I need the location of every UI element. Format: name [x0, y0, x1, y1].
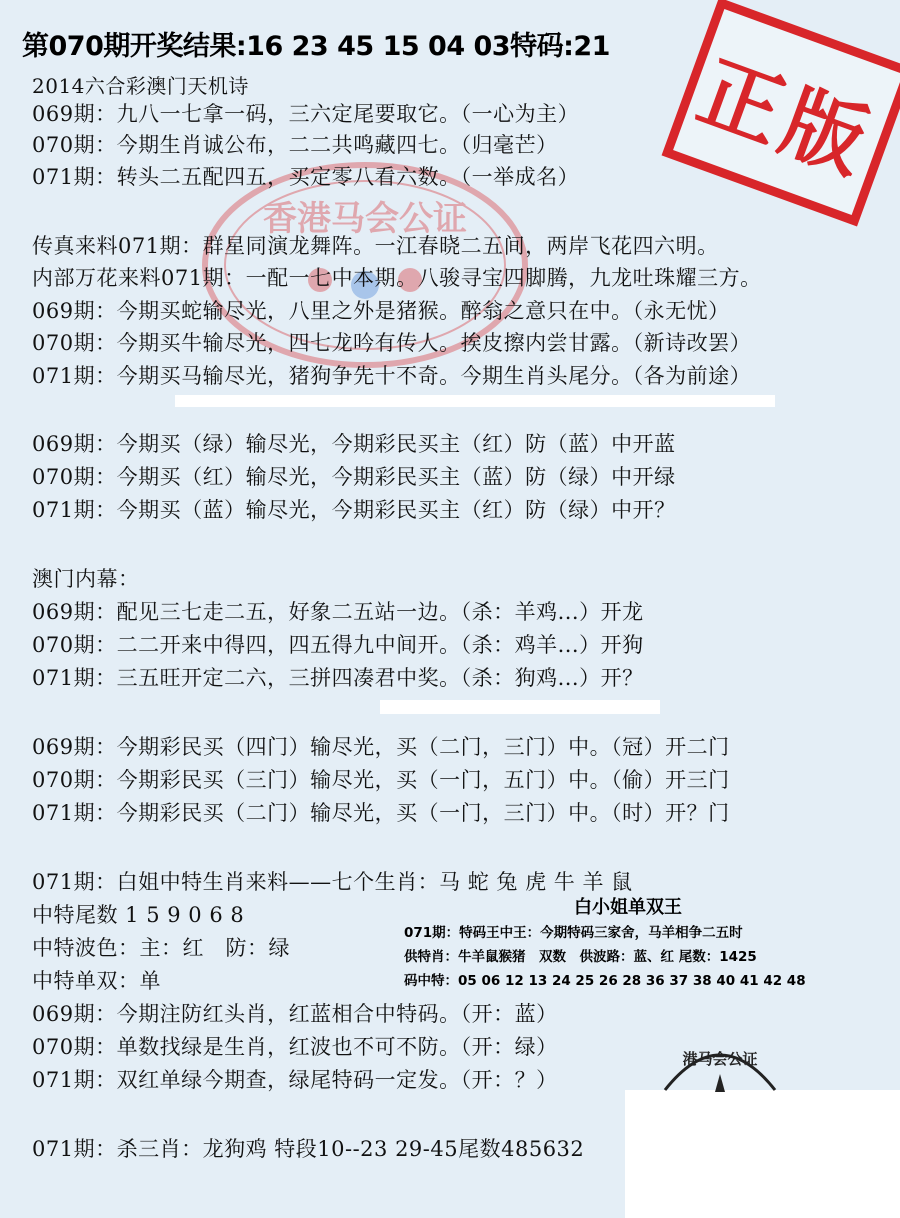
authentic-stamp — [662, 0, 900, 227]
stamp-text: 正版 — [686, 43, 885, 194]
white-strip — [175, 395, 775, 407]
poem-line: 071期：转头二五配四五，买定零八看六数。（一举成名） — [32, 165, 580, 189]
wave-line: 中特波色：主：红 防：绿 — [32, 936, 290, 960]
white-sister-inset — [404, 893, 884, 993]
poem-line: 069期：九八一七拿一码，三六定尾要取它。（一心为主） — [32, 102, 580, 126]
inset-line: 码中特：05 06 12 13 24 25 26 28 36 37 38 40 41 42 48 — [404, 973, 806, 989]
tail-line: 中特尾数 1 5 9 0 6 8 — [32, 903, 245, 927]
macau-line: 069期：配见三七走二五，好象二五站一边。（杀：羊鸡...）开龙 — [32, 600, 644, 624]
macau-line: 070期：二二开来中得四，四五得九中间开。（杀：鸡羊...）开狗 — [32, 633, 644, 657]
white-corner — [625, 1090, 900, 1218]
poem-line: 070期：今期生肖诚公布，二二共鸣藏四七。（归毫芒） — [32, 133, 558, 157]
fax-line: 内部万花来料071期：一配一七中本期。八骏寻宝四脚腾，九龙吐珠耀三方。 — [32, 266, 762, 290]
inset-title: 白小姐单双王 — [574, 897, 682, 918]
kill-line: 071期：杀三肖：龙狗鸡 特段10--23 29-45尾数485632 — [32, 1137, 585, 1161]
poem-title: 2014六合彩澳门天机诗 — [32, 74, 249, 98]
inset-line: 071期：特码王中王：今期特码三家舍，马羊相争二五时 — [404, 925, 743, 941]
color-line: 070期：今期买（红）输尽光，今期彩民买主（蓝）防（绿）中开绿 — [32, 465, 676, 489]
draw-result-header: 第070期开奖结果:16 23 45 15 04 03特码:21 — [22, 31, 610, 62]
white-strip — [380, 700, 660, 714]
fax-line: 071期：今期买马输尽光，猪狗争先十不奇。今期生肖头尾分。（各为前途） — [32, 364, 752, 388]
small-seal — [660, 1030, 780, 1100]
door-line: 071期：今期彩民买（二门）输尽光，买（一门，三门）中。（时）开？门 — [32, 801, 730, 825]
color-line: 069期：今期买（绿）输尽光，今期彩民买主（红）防（蓝）中开蓝 — [32, 432, 676, 456]
single-double-line: 中特单双：单 — [32, 969, 161, 993]
door-line: 070期：今期彩民买（三门）输尽光，买（一门，五门）中。（偷）开三门 — [32, 768, 730, 792]
hint-line: 071期：双红单绿今期查，绿尾特码一定发。（开：？） — [32, 1068, 558, 1092]
hint-line: 069期：今期注防红头肖，红蓝相合中特码。（开：蓝） — [32, 1002, 558, 1026]
hint-line: 070期：单数找绿是生肖，红波也不可不防。（开：绿） — [32, 1035, 558, 1059]
white-sister-line: 071期：白姐中特生肖来料——七个生肖：马 蛇 兔 虎 牛 羊 鼠 — [32, 870, 633, 894]
fax-line: 070期：今期买牛输尽光，四七龙吟有传人。挨皮擦内尝甘露。（新诗改罢） — [32, 331, 752, 355]
fax-line: 传真来料071期：群星同演龙舞阵。一江春晓二五间，两岸飞花四六明。 — [32, 234, 719, 258]
macau-title: 澳门内幕： — [32, 567, 140, 591]
macau-line: 071期：三五旺开定二六，三拼四凑君中奖。（杀：狗鸡...）开？ — [32, 666, 644, 690]
door-line: 069期：今期彩民买（四门）输尽光，买（二门，三门）中。（冠）开二门 — [32, 735, 730, 759]
inset-line: 供特肖：牛羊鼠猴猪 双数 供波路：蓝、红 尾数：1425 — [404, 949, 757, 965]
svg-text:港马会公证: 港马会公证 — [682, 1050, 758, 1068]
fax-line: 069期：今期买蛇输尽光，八里之外是猪猴。醉翁之意只在中。（永无忧） — [32, 299, 730, 323]
color-line: 071期：今期买（蓝）输尽光，今期彩民买主（红）防（绿）中开？ — [32, 498, 676, 522]
seal-text: 香港马会公证 — [263, 199, 467, 239]
